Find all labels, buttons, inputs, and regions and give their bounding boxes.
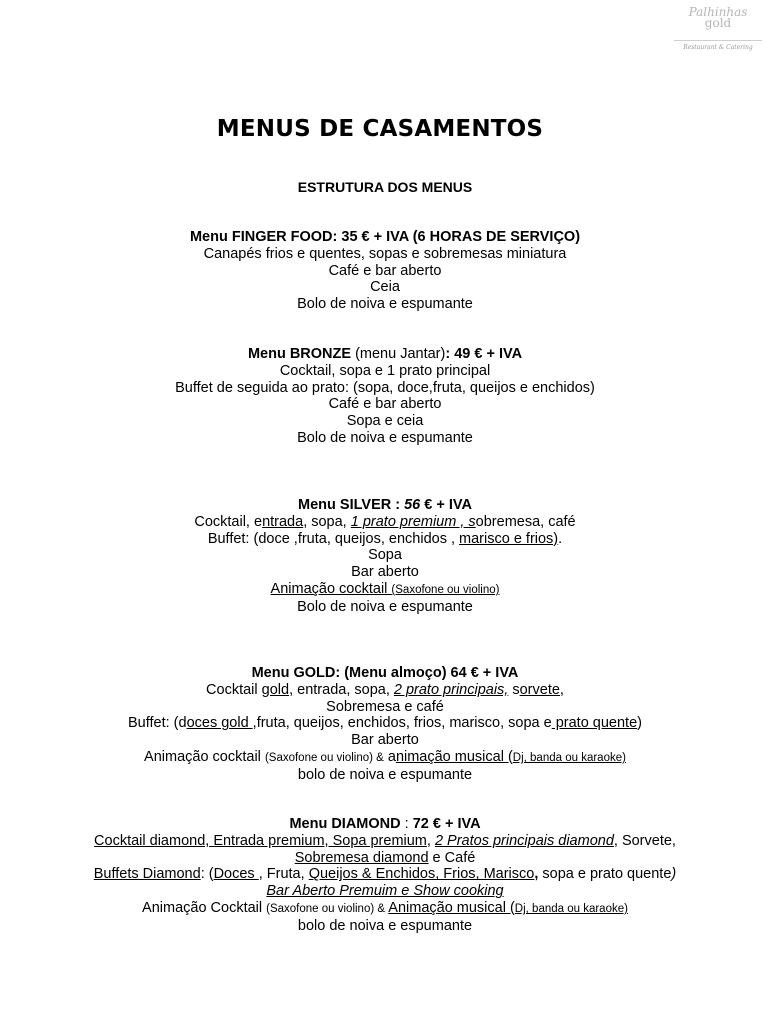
brand-logo — [672, 6, 764, 56]
menu-finger-food — [0, 229, 770, 313]
page-title: MENUS DE CASAMENTOS — [216, 116, 544, 142]
page-subtitle: ESTRUTURA DOS MENUS — [297, 179, 473, 195]
menu-line: Buffets Diamond: (Doces , Fruta, Queijos & Enchidos, Frios, Marisco, sopa e prato quente) — [93, 866, 677, 883]
menu-line: Sopa e ceia — [346, 413, 424, 430]
menu-line: Café e bar aberto — [328, 262, 442, 279]
menu-line: Animação Cocktail (Saxofone ou violino) & Animação musical (Dj, banda ou karaoke) — [142, 899, 628, 916]
logo-gold-text: gold — [704, 16, 732, 30]
menu-line: Bolo de noiva e espumante — [297, 296, 473, 313]
menu-line: Sobremesa diamond e Café — [294, 849, 476, 866]
menu-gold — [0, 665, 770, 784]
menu-line: Bar aberto — [351, 564, 419, 581]
menu-diamond — [0, 816, 770, 935]
menu-line: Buffet: (doce ,fruta, queijos, enchidos , marisco e frios). — [207, 530, 563, 547]
menu-silver — [0, 497, 770, 616]
logo-tagline: Restaurant & Catering — [683, 44, 753, 51]
menu-line: Buffet: (doces gold ,fruta, queijos, enchidos, frios, marisco, sopa e prato quente) — [127, 715, 642, 732]
menu-heading: Menu FINGER FOOD: 35 € + IVA (6 HORAS DE SERVIÇO) — [189, 229, 581, 245]
menu-line: Café e bar aberto — [328, 396, 442, 413]
menu-line: Buffet de seguida ao prato: (sopa, doce,fruta, queijos e enchidos) — [175, 379, 595, 396]
menu-heading: Menu GOLD: (Menu almoço) 64 € + IVA — [251, 665, 519, 681]
menu-line: bolo de noiva e espumante — [297, 766, 473, 783]
menu-line: Cocktail, sopa e 1 prato principal — [279, 362, 491, 379]
menu-heading: Menu DIAMOND : 72 € + IVA — [289, 816, 481, 832]
menu-line: Sobremesa e café — [326, 698, 444, 715]
menu-line: Bolo de noiva e espumante — [297, 429, 473, 446]
menu-line: Cocktail diamond, Entrada premium, Sopa premium, 2 Pratos principais diamond, Sorvete, — [94, 832, 676, 849]
menu-heading: Menu BRONZE (menu Jantar): 49 € + IVA — [247, 346, 523, 362]
menu-line: Animação cocktail (Saxofone ou violino) — [270, 580, 500, 597]
logo-divider — [674, 40, 762, 41]
menu-line: Bolo de noiva e espumante — [297, 598, 473, 615]
menu-line: Ceia — [370, 279, 400, 296]
menu-line: Animação cocktail (Saxofone ou violino) & animação musical (Dj, banda ou karaoke) — [144, 748, 626, 765]
menu-bronze — [0, 346, 770, 447]
menu-line: Cocktail gold, entrada, sopa, 2 prato principais, sorvete, — [206, 681, 564, 698]
menu-line: Sopa — [368, 547, 402, 564]
menu-heading: Menu SILVER : 56 € + IVA — [298, 497, 472, 513]
menu-line: Bar Aberto Premuim e Show cooking — [266, 883, 504, 900]
menu-line: Bar aberto — [351, 732, 419, 749]
menu-line: bolo de noiva e espumante — [297, 917, 473, 934]
logo-script-text: Palhinhas — [688, 5, 748, 19]
menu-line: Cocktail, entrada, sopa, 1 prato premium , sobremesa, café — [194, 513, 576, 530]
menu-line: Canapés frios e quentes, sopas e sobremesas miniatura — [203, 245, 567, 262]
